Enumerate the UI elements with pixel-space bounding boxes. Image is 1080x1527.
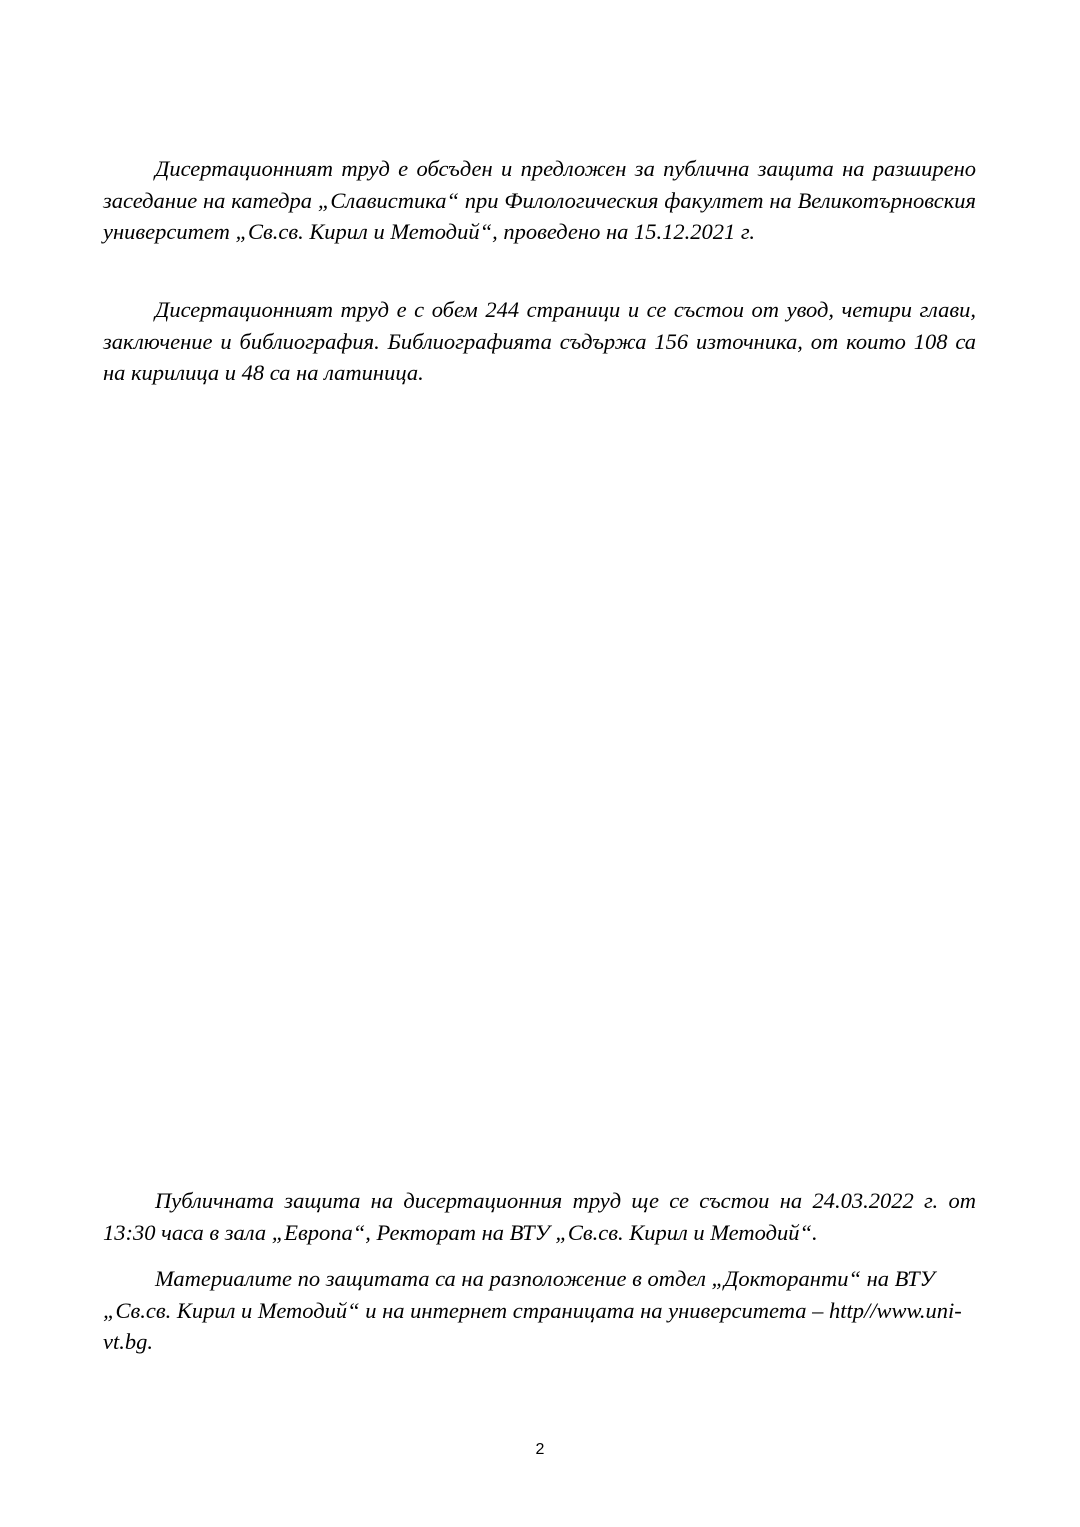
paragraph-volume-text: Дисертационният труд е с обем 244 страници и се състои от увод, четири глави, заключение и библиография. Библиографията съдържа 156 източника, от които 108 са на кирилица и 48 са на латиница. — [103, 297, 976, 385]
paragraph-materials — [103, 1263, 976, 1358]
paragraph-discussion-text: Дисертационният труд е обсъден и предложен за публична защита на разширено заседание на катедра „Славистика“ при Филологическия факултет на Великотърновския университет „Св.св. Кирил и Методий“, проведено на 15.12.2021 г. — [103, 156, 976, 244]
paragraph-defense-text: Публичната защита на дисертационния труд ще се състои на 24.03.2022 г. от 13:30 часа в зала „Европа“, Ректорат на ВТУ „Св.св. Кирил и Методий“. — [103, 1188, 976, 1245]
paragraph-discussion — [103, 153, 976, 248]
paragraph-volume — [103, 294, 976, 389]
paragraph-materials-text: Материалите по защитата са на разположение в отдел „Докторанти“ на ВТУ „Св.св. Кирил и Методий“ и на интернет страницата на университета – http//www.uni-vt.bg. — [103, 1266, 962, 1354]
paragraph-defense — [103, 1185, 976, 1248]
page-number: 2 — [535, 1441, 545, 1458]
